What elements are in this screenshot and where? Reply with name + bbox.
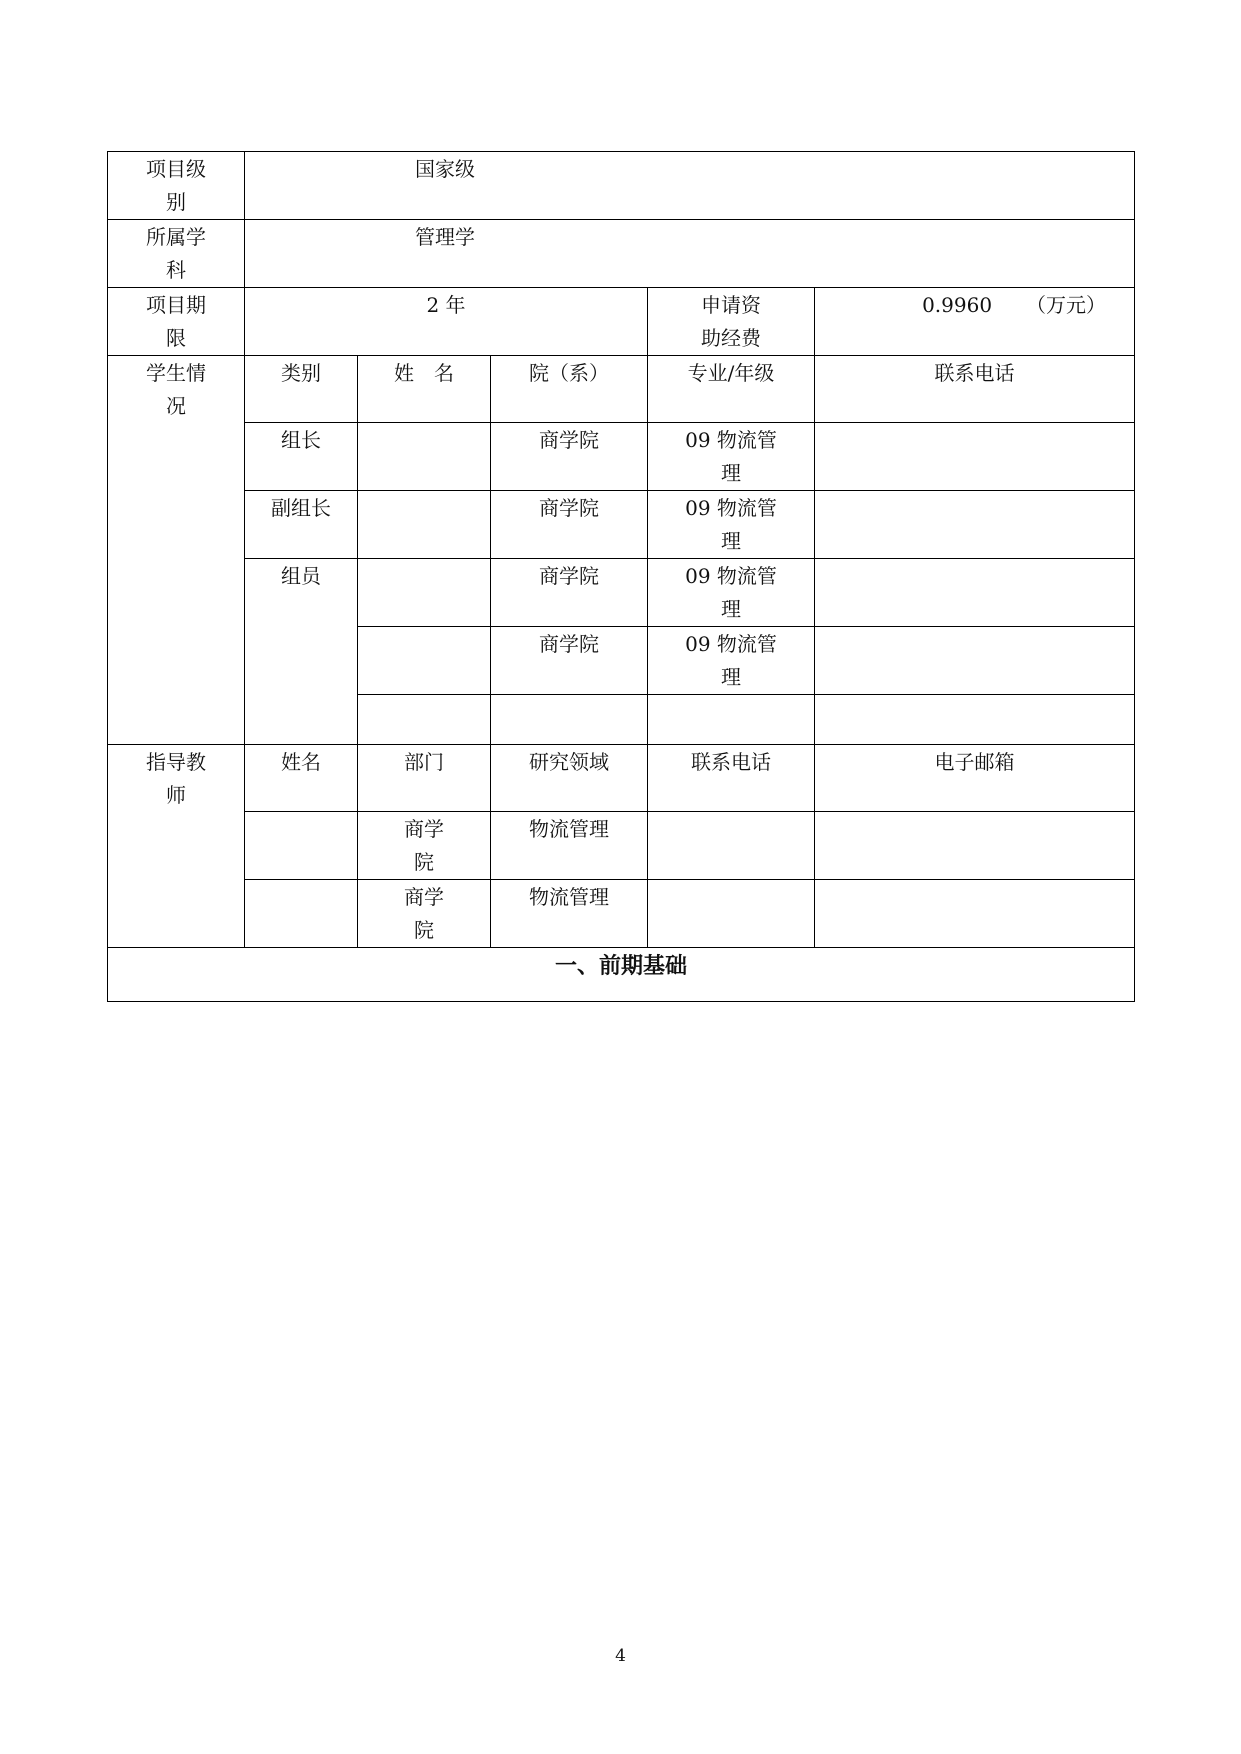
advisor-phone-cell: [648, 880, 815, 948]
page-number: 4: [615, 1646, 626, 1666]
row-duration: [108, 288, 1135, 356]
student-school-cell: [491, 559, 648, 627]
student-name-cell: [358, 695, 491, 745]
project-level-label: 项目级别: [146, 157, 206, 214]
row-advisors-header: [108, 745, 1135, 812]
student-school: 商学院: [539, 632, 599, 656]
row-section-title: [108, 948, 1135, 1002]
student-name-cell: [358, 423, 491, 491]
students-label-cell: [108, 356, 245, 745]
duration-value: 2 年: [426, 293, 466, 317]
student-role-cell: [245, 423, 358, 491]
funding-value: 0.9960: [922, 293, 993, 317]
row-students-header: [108, 356, 1135, 423]
advisor-field-cell: [491, 880, 648, 948]
student-major-cell: [648, 491, 815, 559]
student-major-cell: [648, 423, 815, 491]
students-header-major: 专业/年级: [687, 361, 775, 385]
advisors-header-dept: 部门: [404, 750, 444, 774]
advisor-dept-cell: [358, 812, 491, 880]
advisor-email-cell: [815, 880, 1135, 948]
application-form-table: [107, 151, 1135, 1002]
table-row: [108, 423, 1135, 491]
funding-label-cell: [648, 288, 815, 356]
student-school-cell: [491, 491, 648, 559]
advisor-dept-cell: [358, 880, 491, 948]
student-phone-cell: [815, 423, 1135, 491]
students-header-role: 类别: [281, 361, 321, 385]
student-school-cell: [491, 695, 648, 745]
discipline-value-cell: [245, 220, 1135, 288]
students-header-role-cell: [245, 356, 358, 423]
table-row: [108, 491, 1135, 559]
student-role: 组长: [281, 428, 321, 452]
advisors-header-email-cell: [815, 745, 1135, 812]
project-level-value-cell: [245, 152, 1135, 220]
discipline-value: 管理学: [415, 225, 475, 249]
funding-unit: （万元）: [1026, 293, 1107, 317]
advisors-header-phone: 联系电话: [691, 750, 771, 774]
advisor-field: 物流管理: [529, 817, 609, 841]
advisors-header-field: 研究领域: [529, 750, 609, 774]
advisors-header-phone-cell: [648, 745, 815, 812]
student-major: 09 物流管理: [685, 632, 777, 689]
advisor-email-cell: [815, 812, 1135, 880]
student-role: 组员: [281, 564, 321, 588]
students-header-name-cell: [358, 356, 491, 423]
advisors-header-name-cell: [245, 745, 358, 812]
advisor-dept: 商学院: [404, 885, 444, 942]
students-header-phone-cell: [815, 356, 1135, 423]
student-school: 商学院: [539, 428, 599, 452]
student-role-cell: [245, 559, 358, 745]
row-project-level: [108, 152, 1135, 220]
students-header-major-cell: [648, 356, 815, 423]
student-name-cell: [358, 627, 491, 695]
advisor-name-cell: [245, 812, 358, 880]
student-major-cell: [648, 627, 815, 695]
duration-value-cell: [245, 288, 648, 356]
student-school: 商学院: [539, 496, 599, 520]
student-phone-cell: [815, 559, 1135, 627]
student-major: 09 物流管理: [685, 564, 777, 621]
students-header-name: 姓 名: [394, 361, 454, 385]
student-major-cell: [648, 695, 815, 745]
students-header-school: 院（系）: [529, 361, 609, 385]
advisor-phone-cell: [648, 812, 815, 880]
student-major-cell: [648, 559, 815, 627]
advisor-field-cell: [491, 812, 648, 880]
student-name-cell: [358, 559, 491, 627]
advisor-dept: 商学院: [404, 817, 444, 874]
advisors-label-cell: [108, 745, 245, 948]
advisors-header-dept-cell: [358, 745, 491, 812]
discipline-label: 所属学科: [146, 225, 206, 282]
students-header-school-cell: [491, 356, 648, 423]
advisor-name-cell: [245, 880, 358, 948]
duration-label: 项目期限: [146, 293, 206, 350]
table-row: [108, 812, 1135, 880]
student-phone-cell: [815, 627, 1135, 695]
row-discipline: [108, 220, 1135, 288]
duration-label-cell: [108, 288, 245, 356]
section-title: 一、前期基础: [555, 954, 688, 979]
student-major: 09 物流管理: [685, 496, 777, 553]
student-role: 副组长: [271, 496, 331, 520]
funding-value-cell: [815, 288, 1135, 356]
student-role-cell: [245, 491, 358, 559]
project-level-label-cell: [108, 152, 245, 220]
students-header-phone: 联系电话: [934, 361, 1015, 385]
project-level-value: 国家级: [415, 157, 475, 181]
advisors-header-field-cell: [491, 745, 648, 812]
student-school-cell: [491, 627, 648, 695]
students-label: 学生情况: [146, 361, 206, 418]
table-row: [108, 880, 1135, 948]
discipline-label-cell: [108, 220, 245, 288]
student-name-cell: [358, 491, 491, 559]
advisors-header-email: 电子邮箱: [934, 750, 1015, 774]
advisors-header-name: 姓名: [281, 750, 321, 774]
funding-label: 申请资助经费: [701, 293, 761, 350]
student-major: 09 物流管理: [685, 428, 777, 485]
student-phone-cell: [815, 695, 1135, 745]
student-school-cell: [491, 423, 648, 491]
student-school: 商学院: [539, 564, 599, 588]
advisor-field: 物流管理: [529, 885, 609, 909]
table-row: [108, 559, 1135, 627]
section-title-cell: [108, 948, 1135, 1002]
advisors-label: 指导教师: [146, 750, 206, 807]
student-phone-cell: [815, 491, 1135, 559]
